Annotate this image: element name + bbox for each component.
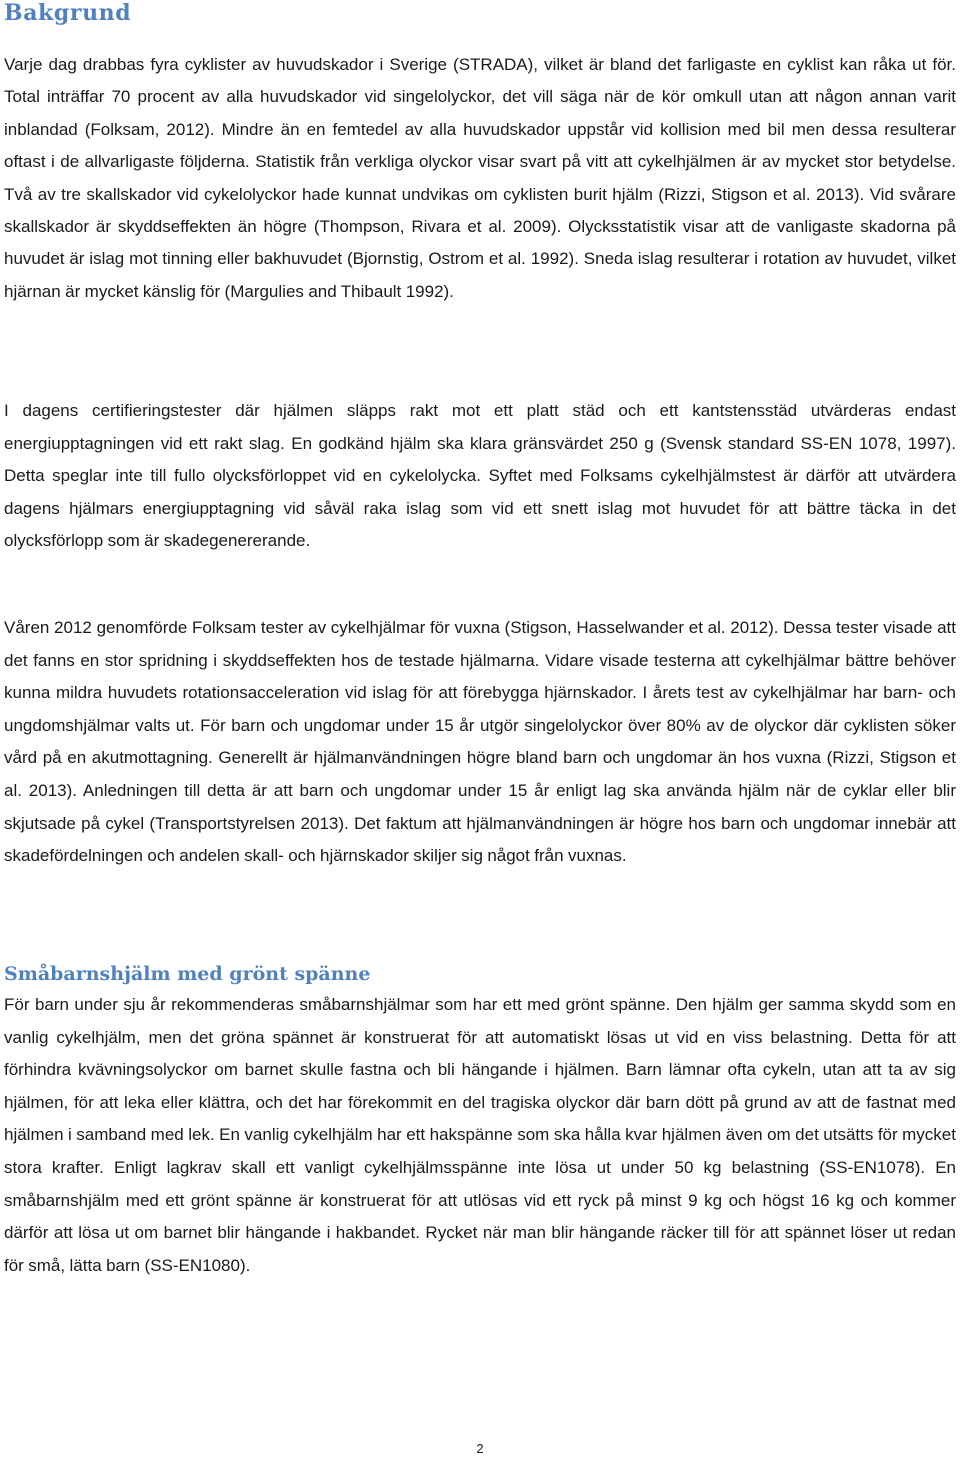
paragraph-certification-tests: I dagens certifieringstester där hjälmen släpps rakt mot ett platt städ och ett kantstensstäd utvärderas endast energiupptagningen vid ett rakt slag. En godkänd hjälm ska klara gränsvärdet 250 g (Svensk standard SS-EN 1078, 1997). Detta speglar inte till fullo olycksförloppet vid en cykelolycka. Syftet med Folksams cykelhjälmstest är därför att utvärdera dagens hjälmars energiupptagning vid såväl raka islag som vid ett snett islag mot huvudet för att bättre täcka in det olycksförlopp som är skadegenererande. [4,401,956,551]
section-heading-bakgrund: Bakgrund [4,0,132,26]
paragraph-intro-statistics: Varje dag drabbas fyra cyklister av huvudskador i Sverige (STRADA), vilket är bland det farligaste en cyklist kan råka ut för. Total inträffar 70 procent av alla huvudskador vid singelolyckor, det vill säga när de kör omkull utan att någon annan varit inblandad (Folksam, 2012). Mindre än en femtedel av alla huvudskador uppstår vid kollision med bil men dessa resulterar oftast i de allvarligaste följderna. Statistik från verkliga olyckor visar svart på vitt att cykelhjälmen är av mycket stor betydelse. Två av tre skallskador vid cykelolyckor hade kunnat undvikas om cyklisten burit hjälm (Rizzi, Stigson et al. 2013). Vid svårare skallskador är skyddseffekten än högre (Thompson, Rivara et al. 2009). Olycksstatistik visar att de vanligaste skadorna på huvudet är islag mot tinning eller bakhuvudet (Bjornstig, Ostrom et al. 1992). Sneda islag resulterar i rotation av huvudet, vilket hjärnan är mycket känslig för (Margulies and Thibault 1992). [4,55,956,301]
paragraph-green-buckle: För barn under sju år rekommenderas småbarnshjälmar som har ett med grönt spänne. Den hjälm ger samma skydd som en vanlig cykelhjälm, men det gröna spännet är konstruerat för att automatiskt lösas ut vid en viss belastning. Detta för att förhindra kvävningsolyckor om barnet skulle fastna och bli hängande i hjälmen. Barn lämnar ofta cykeln, utan att ta av sig hjälmen, för att leka eller klättra, och det har förekommit en del tragiska olyckor där barn dött på grund av att de fastnat med hjälmen i samband med lek. En vanlig cykelhjälm har ett hakspänne som ska hålla kvar hjälmen även om det utsätts för mycket stora krafter. Enligt lagkrav skall ett vanligt cykelhjälmsspänne inte lösa ut under 50 kg belastning (SS-EN1078). En småbarnshjälm med ett grönt spänne är konstruerat för att utlösas vid ett ryck på minst 9 kg och högst 16 kg och kommer därför att lösa ut om barnet blir hängande i hakbandet. Rycket när man blir hängande räcker till för att spännet löser ut redan för små, lätta barn (SS-EN1080). [4,995,956,1275]
subsection-heading-green-buckle: Småbarnshjälm med grönt spänne [4,963,371,985]
page-number: 2 [476,1441,484,1456]
paragraph-children-helmets: Våren 2012 genomförde Folksam tester av cykelhjälmar för vuxna (Stigson, Hasselwander et al. 2012). Dessa tester visade att det fanns en stor spridning i skyddseffekten hos de testade hjälmarna. Vidare visade testerna att cykelhjälmar bättre behöver kunna mildra huvudets rotationsacceleration vid islag för att förebygga hjärnskador. I årets test av cykelhjälmar har barn- och ungdomshjälmar valts ut. För barn och ungdomar under 15 år utgör singelolyckor över 80% av de olyckor där cyklisten söker vård på en akutmottagning. Generellt är hjälmanvändningen högre bland barn och ungdomar än hos vuxna (Rizzi, Stigson et al. 2013). Anledningen till detta är att barn och ungdomar under 15 år enligt lag ska använda hjälm när de cyklar eller blir skjutsade på cykel (Transportstyrelsen 2013). Det faktum att hjälmanvändningen är högre hos barn och ungdomar innebär att skadefördelningen och andelen skall- och hjärnskador skiljer sig något från vuxnas. [4,618,956,866]
